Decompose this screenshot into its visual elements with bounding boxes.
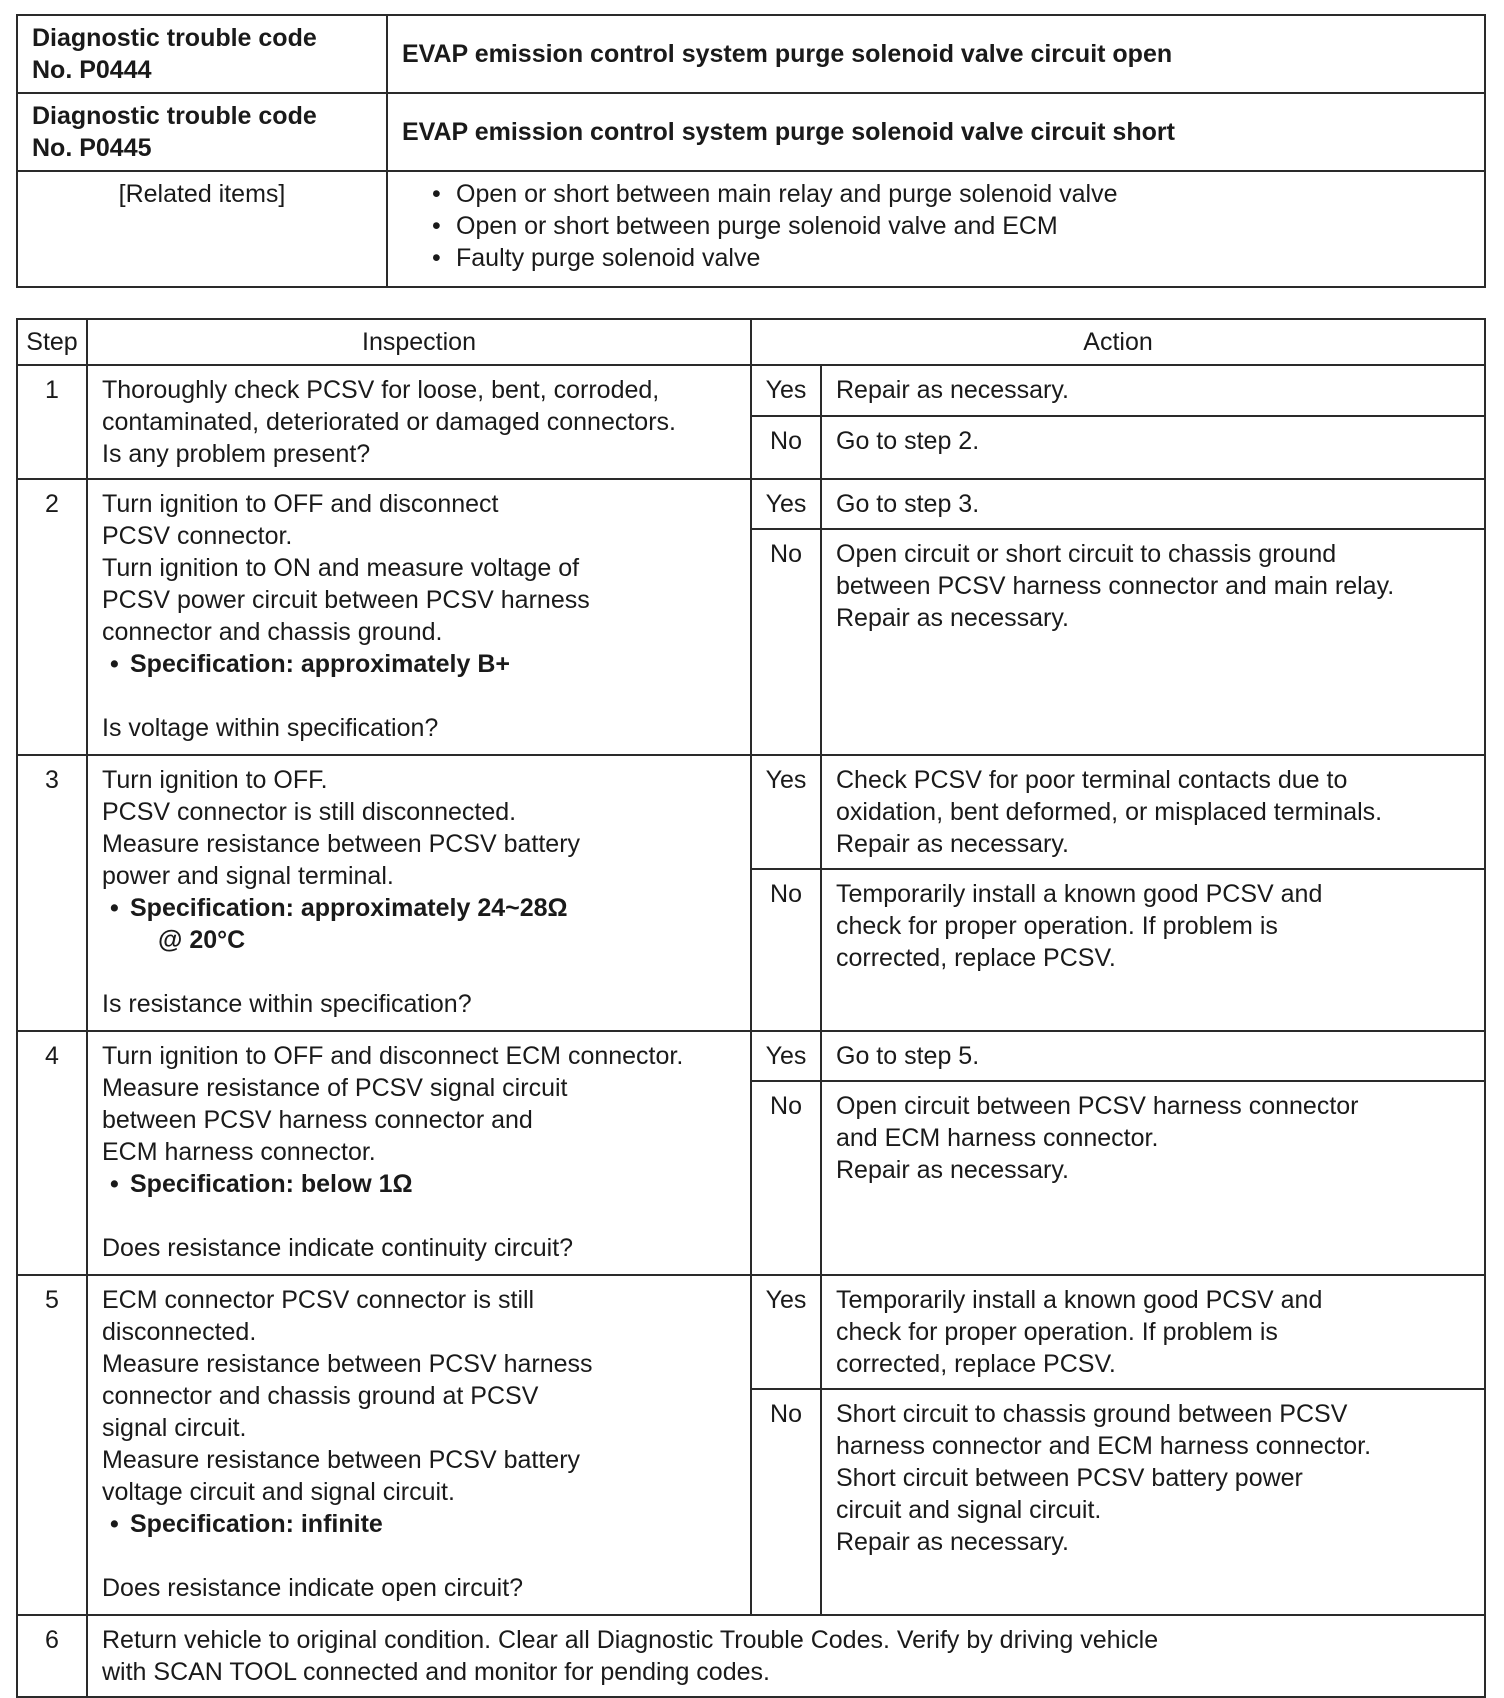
specification: • Specification: below 1Ω	[102, 1168, 740, 1200]
yes-label: Yes	[751, 755, 821, 869]
action-line: corrected, replace PCSV.	[836, 1350, 1116, 1378]
action-line: Repair as necessary.	[836, 1528, 1069, 1556]
step-inspection	[87, 365, 751, 479]
dtc-description-p0444: EVAP emission control system purge solenoid valve circuit open	[387, 15, 1485, 93]
dtc-description-p0445: EVAP emission control system purge solenoid valve circuit short	[387, 93, 1485, 171]
step-row-6	[17, 1615, 1485, 1697]
action-line: between PCSV harness connector and main relay.	[836, 572, 1395, 600]
inspection-line: ECM connector PCSV connector is still	[102, 1286, 535, 1314]
final-line: Return vehicle to original condition. Clear all Diagnostic Trouble Codes. Verify by driving vehicle	[102, 1626, 1159, 1654]
no-label: No	[751, 529, 821, 755]
step-inspection	[87, 755, 751, 1031]
step-number: 2	[17, 479, 87, 755]
dtc-label-p0445	[17, 93, 387, 171]
action-line: Check PCSV for poor terminal contacts due to	[836, 766, 1348, 794]
inspection-line: disconnected.	[102, 1318, 257, 1346]
inspection-question: Does resistance indicate continuity circuit?	[102, 1234, 574, 1262]
action-line: Temporarily install a known good PCSV and	[836, 880, 1323, 908]
related-item: • Faulty purge solenoid valve	[428, 242, 1470, 274]
dtc-label-line1: Diagnostic trouble code	[32, 24, 317, 52]
column-header-inspection: Inspection	[87, 319, 751, 365]
action-line: Short circuit to chassis ground between PCSV	[836, 1400, 1348, 1428]
dtc-header-table	[16, 14, 1486, 288]
action-line: Temporarily install a known good PCSV and	[836, 1286, 1323, 1314]
related-item: • Open or short between purge solenoid valve and ECM	[428, 210, 1470, 242]
inspection-line: Is any problem present?	[102, 440, 371, 468]
inspection-question: Is voltage within specification?	[102, 714, 439, 742]
no-action	[821, 529, 1485, 755]
inspection-line: voltage circuit and signal circuit.	[102, 1478, 455, 1506]
specification: • Specification: approximately 24~28Ω	[102, 892, 740, 924]
final-line: with SCAN TOOL connected and monitor for pending codes.	[102, 1658, 770, 1686]
action-line: Go to step 5.	[836, 1042, 980, 1070]
no-label: No	[751, 1081, 821, 1275]
column-header-row	[17, 319, 1485, 365]
action-line: Repair as necessary.	[836, 376, 1069, 404]
inspection-line: connector and chassis ground at PCSV	[102, 1382, 539, 1410]
inspection-line: Measure resistance between PCSV harness	[102, 1350, 593, 1378]
action-line: check for proper operation. If problem is	[836, 1318, 1278, 1346]
yes-action	[821, 479, 1485, 529]
action-line: corrected, replace PCSV.	[836, 944, 1116, 972]
yes-action	[821, 1031, 1485, 1081]
step-number: 4	[17, 1031, 87, 1275]
step-inspection	[87, 1031, 751, 1275]
inspection-line: signal circuit.	[102, 1414, 247, 1442]
no-action	[821, 1081, 1485, 1275]
action-line: Go to step 3.	[836, 490, 980, 518]
yes-action	[821, 755, 1485, 869]
action-line: Repair as necessary.	[836, 830, 1069, 858]
specification: • Specification: infinite	[102, 1508, 740, 1540]
dtc-label-p0444	[17, 15, 387, 93]
inspection-line: power and signal terminal.	[102, 862, 394, 890]
inspection-line: Turn ignition to OFF.	[102, 766, 328, 794]
no-label: No	[751, 416, 821, 479]
no-action	[821, 1389, 1485, 1615]
inspection-line: Turn ignition to OFF and disconnect ECM connector.	[102, 1042, 684, 1070]
step-row-3	[17, 755, 1485, 869]
step-inspection	[87, 1275, 751, 1615]
step-number: 6	[17, 1615, 87, 1697]
yes-action	[821, 1275, 1485, 1389]
dtc-label-line1: Diagnostic trouble code	[32, 102, 317, 130]
step-row-4	[17, 1031, 1485, 1081]
inspection-line: Measure resistance between PCSV battery	[102, 1446, 581, 1474]
action-line: harness connector and ECM harness connector.	[836, 1432, 1372, 1460]
no-action	[821, 416, 1485, 479]
inspection-line: PCSV connector is still disconnected.	[102, 798, 517, 826]
inspection-line: between PCSV harness connector and	[102, 1106, 533, 1134]
inspection-line: PCSV power circuit between PCSV harness	[102, 586, 590, 614]
action-line: Go to step 2.	[836, 426, 980, 455]
step-row-1	[17, 365, 1485, 416]
yes-action	[821, 365, 1485, 416]
no-action	[821, 869, 1485, 1031]
step-number: 3	[17, 755, 87, 1031]
step-number: 1	[17, 365, 87, 479]
inspection-line: Thoroughly check PCSV for loose, bent, corroded,	[102, 376, 660, 404]
action-line: Repair as necessary.	[836, 604, 1069, 632]
yes-label: Yes	[751, 1275, 821, 1389]
step-inspection	[87, 479, 751, 755]
column-header-step: Step	[17, 319, 87, 365]
related-items-row	[17, 171, 1485, 287]
inspection-line: Turn ignition to ON and measure voltage of	[102, 554, 580, 582]
inspection-question: Is resistance within specification?	[102, 990, 472, 1018]
action-line: check for proper operation. If problem is	[836, 912, 1278, 940]
action-line: Open circuit or short circuit to chassis ground	[836, 540, 1337, 568]
inspection-line: connector and chassis ground.	[102, 618, 443, 646]
inspection-line: Measure resistance between PCSV battery	[102, 830, 581, 858]
inspection-line: Turn ignition to OFF and disconnect	[102, 490, 499, 518]
action-line: and ECM harness connector.	[836, 1124, 1159, 1152]
action-line: oxidation, bent deformed, or misplaced terminals.	[836, 798, 1383, 826]
no-label: No	[751, 869, 821, 1031]
inspection-line: Measure resistance of PCSV signal circuit	[102, 1074, 568, 1102]
related-item: • Open or short between main relay and purge solenoid valve	[428, 178, 1470, 210]
dtc-code: No. P0444	[32, 56, 152, 84]
step-final-instruction	[87, 1615, 1485, 1697]
related-items-list	[428, 178, 1470, 274]
related-items-label: [Related items]	[17, 171, 387, 287]
inspection-question: Does resistance indicate open circuit?	[102, 1574, 524, 1602]
dtc-code: No. P0445	[32, 134, 152, 162]
inspection-line: contaminated, deteriorated or damaged connectors.	[102, 408, 676, 436]
yes-label: Yes	[751, 1031, 821, 1081]
inspection-line: PCSV connector.	[102, 522, 293, 550]
dtc-row-p0445	[17, 93, 1485, 171]
related-items-cell	[387, 171, 1485, 287]
yes-label: Yes	[751, 365, 821, 416]
action-line: Open circuit between PCSV harness connector	[836, 1092, 1359, 1120]
action-line: Short circuit between PCSV battery power	[836, 1464, 1303, 1492]
step-row-2	[17, 479, 1485, 529]
step-number: 5	[17, 1275, 87, 1615]
specification-condition: @ 20°C	[158, 926, 246, 954]
specification: • Specification: approximately B+	[102, 648, 740, 680]
yes-label: Yes	[751, 479, 821, 529]
diagnostic-steps-table	[16, 318, 1486, 1698]
inspection-line: ECM harness connector.	[102, 1138, 376, 1166]
no-label: No	[751, 1389, 821, 1615]
column-header-action: Action	[751, 319, 1485, 365]
action-line: Repair as necessary.	[836, 1156, 1069, 1184]
dtc-row-p0444	[17, 15, 1485, 93]
step-row-5	[17, 1275, 1485, 1389]
action-line: circuit and signal circuit.	[836, 1496, 1102, 1524]
